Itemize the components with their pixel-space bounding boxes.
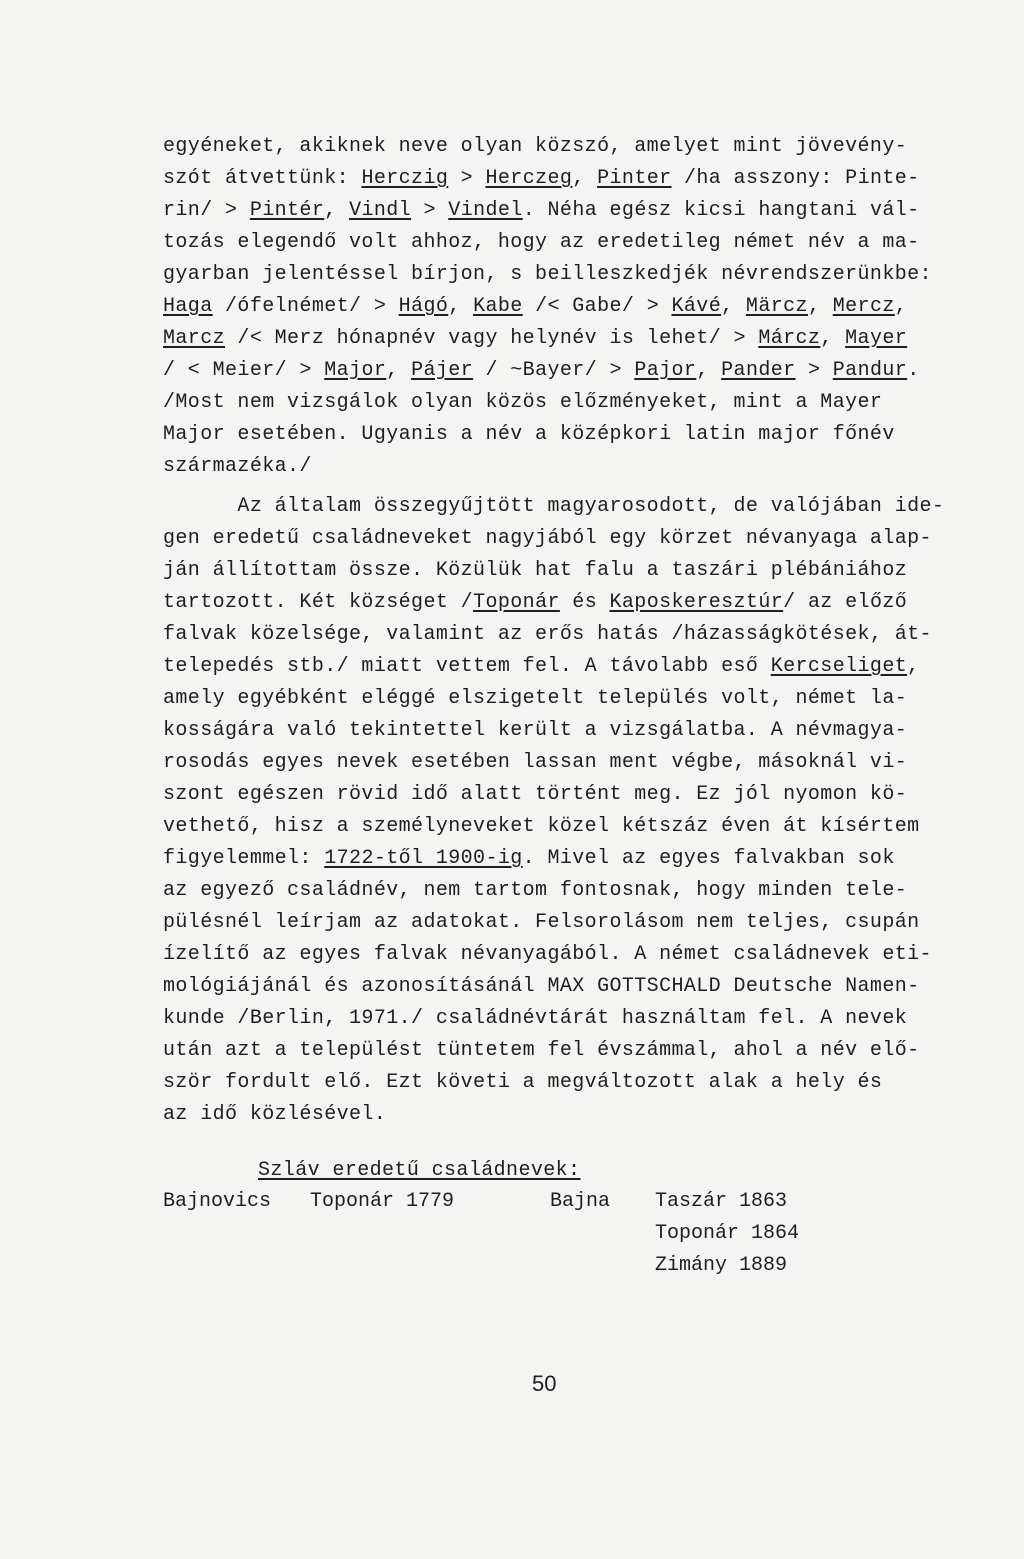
text-line bbox=[163, 1099, 386, 1131]
text-run: > bbox=[411, 199, 449, 222]
text-run: mológiájánál és azonosításánál MAX GOTTSCHALD Deutsche Namen- bbox=[163, 975, 920, 998]
underlined-term: Pajor bbox=[634, 359, 697, 382]
underlined-term: Marcz bbox=[163, 327, 226, 350]
underlined-term: Pájer bbox=[411, 359, 474, 382]
text-run: gen eredetű családneveket nagyjából egy körzet névanyaga alap- bbox=[163, 527, 932, 550]
underlined-term: 1722-től 1900-ig bbox=[324, 847, 523, 870]
underlined-term: Kercseliget bbox=[770, 655, 908, 678]
text-line bbox=[163, 587, 907, 619]
text-line bbox=[163, 523, 932, 555]
text-line bbox=[163, 131, 907, 163]
text-run: ján állítottam össze. Közülük hat falu a taszári plébániához bbox=[163, 559, 908, 582]
original-name: Bajnovics bbox=[163, 1190, 272, 1213]
underlined-term: Kávé bbox=[671, 295, 722, 318]
underlined-term: Pandur bbox=[832, 359, 908, 382]
text-run: , bbox=[572, 167, 598, 190]
original-place-year: Toponár 1779 bbox=[310, 1190, 455, 1213]
text-run: gyarban jelentéssel bírjon, s beilleszkedjék névrendszerünkbe: bbox=[163, 263, 932, 286]
text-line bbox=[163, 163, 920, 195]
text-run: . Mivel az egyes falvakban sok bbox=[522, 847, 895, 870]
text-run: szont egészen rövid idő alatt történt meg. Ez jól nyomon kö- bbox=[163, 783, 908, 806]
text-line bbox=[163, 355, 920, 387]
text-run: után azt a települést tüntetem fel évszámmal, ahol a név elő- bbox=[163, 1039, 920, 1062]
text-run: . bbox=[907, 359, 920, 382]
underlined-term: Pinter bbox=[597, 167, 672, 190]
text-run: az idő közlésével. bbox=[163, 1103, 387, 1126]
text-line bbox=[163, 291, 907, 323]
text-run: szót átvettünk: bbox=[163, 167, 362, 190]
text-line bbox=[163, 651, 920, 683]
text-run: , bbox=[386, 359, 412, 382]
text-line bbox=[163, 907, 920, 939]
text-line bbox=[163, 939, 932, 971]
text-run: falvak közelsége, valamint az erős hatás /házasságkötések, át- bbox=[163, 623, 932, 646]
text-line bbox=[163, 683, 907, 715]
text-line bbox=[163, 555, 907, 587]
underlined-term: Márcz bbox=[758, 327, 821, 350]
text-run: származéka./ bbox=[163, 455, 312, 478]
text-line bbox=[163, 451, 312, 483]
text-line bbox=[163, 747, 907, 779]
underlined-term: Märcz bbox=[745, 295, 808, 318]
underlined-term: Mercz bbox=[832, 295, 895, 318]
text-run: , bbox=[696, 359, 722, 382]
text-run: amely egyébként eléggé elszigetelt település volt, német la- bbox=[163, 687, 908, 710]
text-run: /ófelnémet/ > bbox=[212, 295, 399, 318]
underlined-term: Pintér bbox=[249, 199, 325, 222]
occurrence: Zimány 1889 bbox=[655, 1254, 788, 1277]
text-line bbox=[163, 843, 895, 875]
underlined-term: Hágó bbox=[398, 295, 449, 318]
text-run: egyéneket, akiknek neve olyan közszó, amelyet mint jövevény- bbox=[163, 135, 908, 158]
text-run: /< Merz hónapnév vagy helynév is lehet/ > bbox=[225, 327, 759, 350]
text-run: vethető, hisz a személyneveket közel kétszáz éven át kísértem bbox=[163, 815, 920, 838]
text-line bbox=[163, 259, 932, 291]
text-run: / az előző bbox=[783, 591, 908, 614]
text-run: . Néha egész kicsi hangtani vál- bbox=[522, 199, 920, 222]
text-run: , bbox=[907, 655, 920, 678]
text-run: /Most nem vizsgálok olyan közös előzményeket, mint a Mayer bbox=[163, 391, 883, 414]
new-name: Bajna bbox=[550, 1190, 611, 1213]
text-line bbox=[163, 875, 907, 907]
text-line bbox=[163, 1067, 882, 1099]
text-run: , bbox=[448, 295, 474, 318]
text-line bbox=[163, 387, 882, 419]
underlined-term: Herczeg bbox=[485, 167, 573, 190]
text-line bbox=[163, 619, 932, 651]
underlined-term: Toponár bbox=[473, 591, 560, 614]
text-run: , bbox=[894, 295, 908, 318]
text-run: az egyező családnév, nem tartom fontosnak, hogy minden tele- bbox=[163, 879, 908, 902]
text-run: / < Meier/ > bbox=[163, 359, 325, 382]
text-line bbox=[163, 715, 907, 747]
text-run: tartozott. Két községet / bbox=[163, 591, 474, 614]
text-line bbox=[163, 323, 907, 355]
text-line bbox=[163, 971, 920, 1003]
text-line bbox=[163, 419, 895, 451]
text-run: kunde /Berlin, 1971./ családnévtárát használtam fel. A nevek bbox=[163, 1007, 908, 1030]
underlined-term: Major bbox=[324, 359, 387, 382]
text-run: , bbox=[807, 295, 833, 318]
text-line bbox=[163, 195, 920, 227]
underlined-term: Pander bbox=[721, 359, 796, 382]
text-run: telepedés stb./ miatt vettem fel. A távolabb eső bbox=[163, 655, 771, 678]
text-line bbox=[163, 811, 920, 843]
text-run: ször fordult elő. Ezt követi a megváltozott alak a hely és bbox=[163, 1071, 883, 1094]
underlined-term: Herczig bbox=[361, 167, 449, 190]
text-run: /< Gabe/ > bbox=[522, 295, 672, 318]
underlined-term: Kaposkeresztúr bbox=[609, 591, 784, 614]
occurrence: Toponár 1864 bbox=[655, 1222, 800, 1245]
text-run: Az általam összegyűjtött magyarosodott, de valójában ide- bbox=[163, 495, 945, 518]
text-run: , bbox=[820, 327, 846, 350]
text-run: és bbox=[559, 591, 610, 614]
text-run: / ~Bayer/ > bbox=[473, 359, 635, 382]
occurrence: Taszár 1863 bbox=[655, 1190, 788, 1213]
underlined-term: Vindl bbox=[349, 199, 412, 222]
text-run: > bbox=[448, 167, 486, 190]
text-run: , bbox=[721, 295, 746, 318]
text-run: rin/ > bbox=[163, 199, 250, 222]
underlined-term: Kabe bbox=[473, 295, 523, 318]
text-run: rosodás egyes nevek esetében lassan ment végbe, másoknál vi- bbox=[163, 751, 908, 774]
text-run: figyelemmel: bbox=[163, 847, 325, 870]
text-run: tozás elegendő volt ahhoz, hogy az eredetileg német név a ma- bbox=[163, 231, 920, 254]
text-line bbox=[163, 779, 907, 811]
text-run: /ha asszony: Pinte- bbox=[671, 167, 920, 190]
text-run: kosságára való tekintettel került a vizsgálatba. A névmagya- bbox=[163, 719, 908, 742]
text-run: , bbox=[324, 199, 350, 222]
text-run: ízelítő az egyes falvak névanyagából. A német családnevek eti- bbox=[163, 943, 932, 966]
underlined-term: Vindel bbox=[448, 199, 523, 222]
underlined-term: Mayer bbox=[845, 327, 908, 350]
text-run: pülésnél leírjam az adatokat. Felsorolásom nem teljes, csupán bbox=[163, 911, 920, 934]
text-line bbox=[163, 227, 920, 259]
text-line bbox=[163, 1003, 907, 1035]
underlined-term: Haga bbox=[163, 295, 213, 318]
text-run: Major esetében. Ugyanis a név a középkori latin major főnév bbox=[163, 423, 895, 446]
page-number: 50 bbox=[532, 1371, 557, 1396]
text-line bbox=[163, 1035, 920, 1067]
text-run: > bbox=[795, 359, 833, 382]
text-line bbox=[163, 491, 944, 523]
section-heading: Szláv eredetű családnevek: bbox=[258, 1159, 581, 1182]
